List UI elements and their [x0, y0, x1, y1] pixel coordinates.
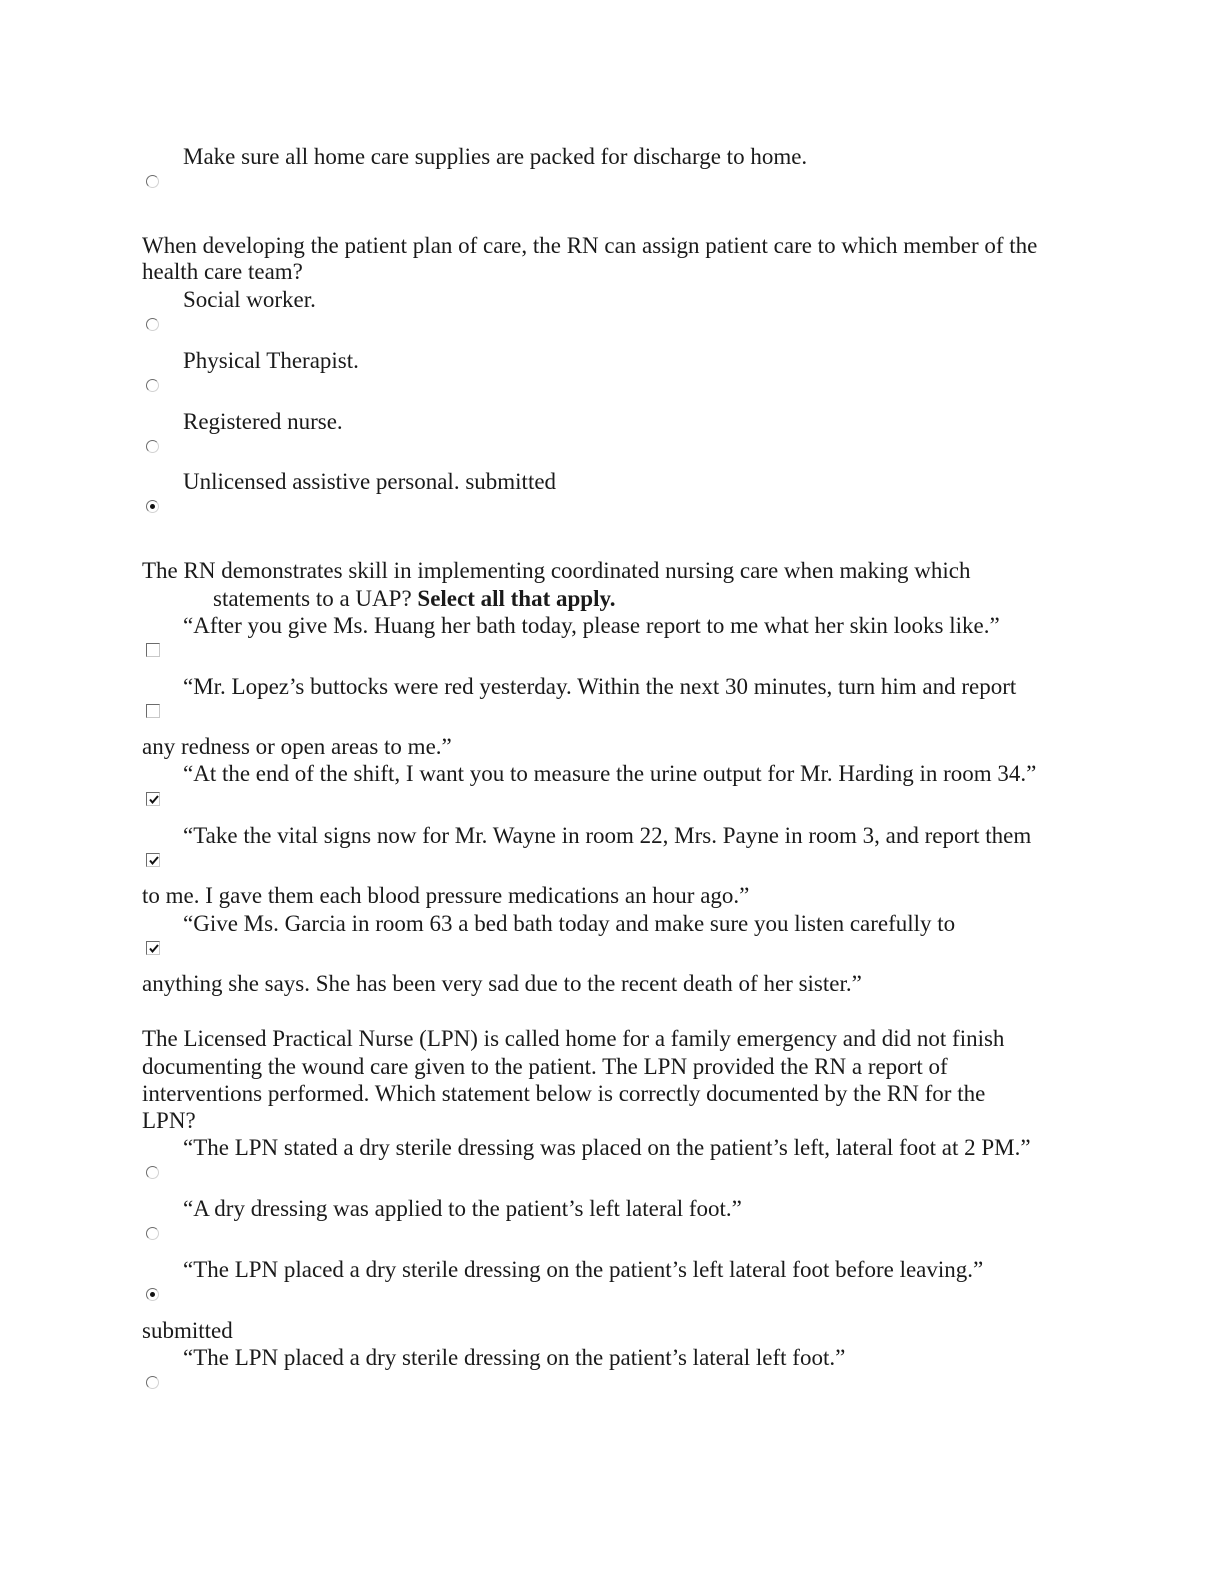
checkmark-icon [147, 793, 161, 807]
q3-stem-line-1: The Licensed Practical Nurse (LPN) is called home for a family emergency and did not finish [142, 1026, 1005, 1051]
q3-option-4-radio[interactable] [146, 1376, 159, 1389]
q2-option-3-text: “At the end of the shift, I want you to measure the urine output for Mr. Harding in room 34.” [183, 761, 1037, 786]
q3-option-3-text: “The LPN placed a dry sterile dressing on the patient’s left lateral foot before leaving.” [183, 1257, 984, 1282]
q1-option-2-radio[interactable] [146, 379, 159, 392]
q2-stem-line-1: The RN demonstrates skill in implementing coordinated nursing care when making which [142, 558, 971, 583]
checkmark-icon [147, 942, 161, 956]
q2-option-4-continuation: to me. I gave them each blood pressure medications an hour ago.” [142, 883, 750, 908]
q1-option-1-text: Social worker. [183, 287, 316, 312]
q2-option-2-continuation: any redness or open areas to me.” [142, 734, 452, 759]
q2-option-1-checkbox[interactable] [146, 643, 160, 657]
q1-option-2-text: Physical Therapist. [183, 348, 359, 373]
checkmark-icon [147, 854, 161, 868]
q3-stem-line-4: LPN? [142, 1108, 196, 1133]
q2-option-5-checkbox[interactable] [146, 941, 160, 955]
q3-option-1-radio[interactable] [146, 1166, 159, 1179]
q3-option-2-text: “A dry dressing was applied to the patient’s left lateral foot.” [183, 1196, 742, 1221]
q3-stem-line-3: interventions performed. Which statement below is correctly documented by the RN for the [142, 1081, 986, 1106]
q3-option-3-radio[interactable] [146, 1288, 159, 1301]
q1-option-4-text: Unlicensed assistive personal. submitted [183, 469, 557, 494]
q2-option-4-text: “Take the vital signs now for Mr. Wayne in room 22, Mrs. Payne in room 3, and report them [183, 823, 1032, 848]
q2-option-2-checkbox[interactable] [146, 704, 160, 718]
q2-option-3-checkbox[interactable] [146, 792, 160, 806]
q3-option-4-text: “The LPN placed a dry sterile dressing on the patient’s lateral left foot.” [183, 1345, 846, 1370]
q2-option-4-checkbox[interactable] [146, 853, 160, 867]
q2-option-1-text: “After you give Ms. Huang her bath today, please report to me what her skin looks like.” [183, 613, 1000, 638]
q1-option-3-text: Registered nurse. [183, 409, 343, 434]
q0-option-1-radio[interactable] [146, 175, 159, 188]
q1-stem-line-1: When developing the patient plan of care, the RN can assign patient care to which member of the [142, 233, 1038, 258]
q3-option-2-radio[interactable] [146, 1227, 159, 1240]
q1-option-3-radio[interactable] [146, 440, 159, 453]
q2-option-5-continuation: anything she says. She has been very sad due to the recent death of her sister.” [142, 971, 862, 996]
q2-option-5-text: “Give Ms. Garcia in room 63 a bed bath today and make sure you listen carefully to [183, 911, 956, 936]
q2-stem-line-2 [213, 585, 615, 613]
q3-stem-line-2: documenting the wound care given to the patient. The LPN provided the RN a report of [142, 1054, 948, 1079]
q0-option-1-text: Make sure all home care supplies are packed for discharge to home. [183, 144, 808, 169]
q2-stem-text: statements to a UAP? [213, 586, 418, 611]
q1-option-4-radio[interactable] [146, 500, 159, 513]
q1-stem-line-2: health care team? [142, 259, 303, 284]
q1-option-1-radio[interactable] [146, 318, 159, 331]
q2-stem-instruction: Select all that apply. [417, 586, 616, 611]
q3-option-1-text: “The LPN stated a dry sterile dressing was placed on the patient’s left, lateral foot at 2 PM.” [183, 1135, 1031, 1160]
q2-option-2-text: “Mr. Lopez’s buttocks were red yesterday. Within the next 30 minutes, turn him and report [183, 674, 1017, 699]
q3-submitted-label: submitted [142, 1318, 233, 1343]
